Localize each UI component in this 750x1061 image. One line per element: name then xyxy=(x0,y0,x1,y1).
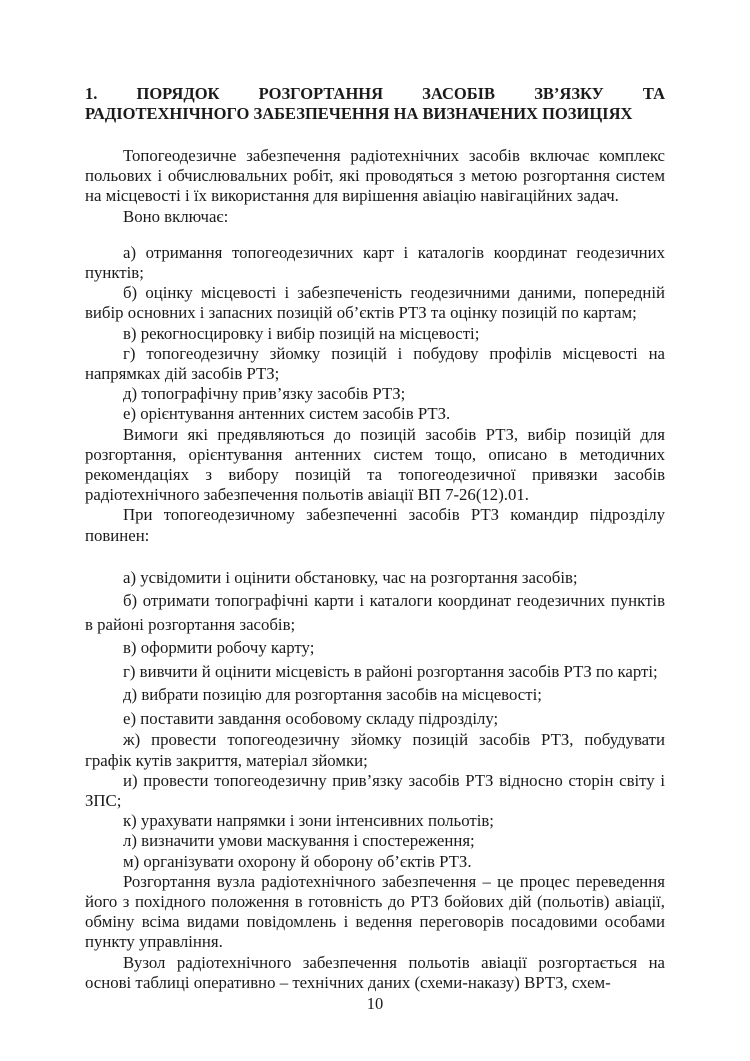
duty-item-v: в) оформити робочу карту; xyxy=(123,638,315,658)
duty-item-m: м) організувати охорону й оборону об’єктів РТЗ. xyxy=(123,851,472,871)
requirements-paragraph: Вимоги які предявляються до позицій засобів РТЗ, вибір позицій для розгортання, орієнтування антенних систем тощо, описано в методичних рекомендаціях з вибору позицій та топогеодезичної привязки засобів радіотехнічного забезпечення польотів авіації ВП 7-26(12).01. xyxy=(85,424,665,505)
commander-lead: При топогеодезичному забезпеченні засобів РТЗ командир підрозділу повинен: xyxy=(85,505,665,545)
duty-item-l: л) визначити умови маскування і спостереження; xyxy=(123,831,475,851)
deployment-paragraph: Розгортання вузла радіотехнічного забезпечення – це процес переведення його з похідного положення в готовність до РТЗ бойових дій (польотів) авіації, обміну всіма видами повідомлень і ведення переговорів посадовими особами пункту управління. xyxy=(85,871,665,952)
intro-paragraph: Топогеодезичне забезпечення радіотехнічних засобів включає комплекс польових і обчислювальних робіт, які проводяться з метою розгортання систем на місцевості і їх використання для вирішення авіацію навігаційних задач. xyxy=(85,146,665,206)
duty-item-b: б) отримати топографічні карти і каталоги координат геодезичних пунктів в районі розгортання засобів; xyxy=(85,591,665,634)
commander-duties-spaced xyxy=(85,566,665,731)
duty-item-e: е) поставити завдання особовому складу підрозділу; xyxy=(123,708,499,728)
includes-lead: Воно включає: xyxy=(123,206,229,226)
heading-line-1: 1. ПОРЯДОК РОЗГОРТАННЯ ЗАСОБІВ ЗВ’ЯЗКУ ТА xyxy=(85,84,665,103)
duty-item-zh: ж) провести топогеодезичну зйомку позицій засобів РТЗ, побудувати графік кутів закриття, матеріал зйомки; xyxy=(85,730,665,770)
includes-item-a: а) отримання топогеодезичних карт і каталогів координат геодезичних пунктів; xyxy=(85,242,665,283)
includes-item-v: в) рекогносцировку і вибір позицій на місцевості; xyxy=(123,323,480,343)
includes-item-d: д) топографічну прив’язку засобів РТЗ; xyxy=(123,384,406,404)
node-paragraph: Вузол радіотехнічного забезпечення польотів авіації розгортається на основі таблиці оперативно – технічних даних (схеми-наказу) ВРТЗ, схем- xyxy=(85,952,665,992)
page-number: 10 xyxy=(366,994,384,1013)
duty-item-g: г) вивчити й оцінити місцевість в районі розгортання засобів РТЗ по карті; xyxy=(123,661,658,681)
document-body xyxy=(85,146,665,993)
includes-item-b: б) оцінку місцевості і забезпеченість геодезичними даними, попередній вибір основних і запасних позицій об’єктів РТЗ та оцінку позицій по картам; xyxy=(85,283,665,323)
includes-item-e: е) орієнтування антенних систем засобів РТЗ. xyxy=(123,404,451,424)
section-heading xyxy=(85,84,665,124)
duty-item-d: д) вибрати позицію для розгортання засобів на місцевості; xyxy=(123,685,542,705)
duty-item-a: а) усвідомити і оцінити обстановку, час на розгортання засобів; xyxy=(123,567,578,587)
duty-item-y: и) провести топогеодезичну прив’язку засобів РТЗ відносно сторін світу і ЗПС; xyxy=(85,770,665,810)
includes-item-g: г) топогеодезичну зйомку позицій і побудову профілів місцевості на напрямках дій засобів РТЗ; xyxy=(85,343,665,384)
duty-item-k: к) урахувати напрямки і зони інтенсивних польотів; xyxy=(123,811,494,831)
heading-line-2: РАДІОТЕХНІЧНОГО ЗАБЕЗПЕЧЕННЯ НА ВИЗНАЧЕНИХ ПОЗИЦІЯХ xyxy=(85,104,633,123)
